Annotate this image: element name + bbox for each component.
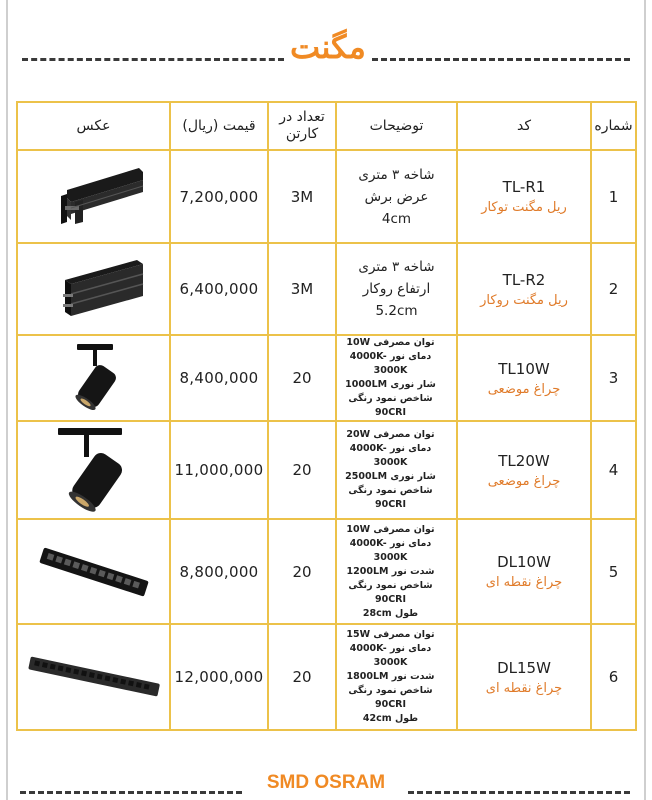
table-row	[17, 519, 636, 624]
price-cell: 11,000,000	[170, 421, 268, 519]
price-cell: 8,800,000	[170, 519, 268, 624]
price-cell: 8,400,000	[170, 335, 268, 421]
quantity-cell: 20	[268, 335, 336, 421]
quantity-cell: 20	[268, 624, 336, 730]
footer-divider-right	[408, 791, 630, 794]
description-line: توان مصرفی 10W	[346, 337, 435, 348]
photo-cell	[17, 150, 170, 243]
description-cell	[336, 421, 457, 519]
product-code-cell	[457, 421, 591, 519]
description-line: شاخص نمود رنگی 90CRI	[348, 393, 433, 418]
description-line: دمای نور 4000K-3000K	[349, 443, 432, 468]
description-line: شدت نور 1200LM	[346, 565, 435, 577]
description-line: دمای نور 4000K-3000K	[349, 351, 432, 376]
quantity-cell: 20	[268, 421, 336, 519]
price-table	[16, 101, 637, 731]
description-line: شار نوری 1000LM	[345, 379, 436, 390]
photo-cell	[17, 624, 170, 730]
photo-cell	[17, 421, 170, 519]
description-line: دمای نور 4000K-3000K	[349, 643, 432, 668]
photo-cell	[17, 519, 170, 624]
description-line: طول 28cm	[362, 607, 419, 619]
row-number: 5	[591, 519, 636, 624]
description-line: شاخه ۳ متری	[358, 166, 435, 183]
product-code-cell	[457, 335, 591, 421]
table-row	[17, 421, 636, 519]
footer-title: SMD OSRAM	[266, 772, 386, 793]
header-photo: عکس	[17, 102, 170, 150]
description-line: شار نوری 2500LM	[345, 471, 436, 482]
product-code: TL10W	[498, 359, 550, 378]
header-description: توضیحات	[336, 102, 457, 150]
product-code: DL10W	[497, 553, 551, 571]
description-line: 4cm	[381, 210, 412, 227]
quantity-cell: 20	[268, 519, 336, 624]
description-line: توان مصرفی 20W	[346, 429, 435, 440]
page-title: مگنت	[290, 28, 366, 66]
recessed-rail-icon	[39, 162, 149, 232]
product-name: چراغ نقطه ای	[485, 575, 563, 590]
photo-cell	[17, 243, 170, 335]
footer-divider-left	[20, 791, 242, 794]
row-number: 4	[591, 421, 636, 519]
row-number: 2	[591, 243, 636, 335]
title-bar	[0, 28, 652, 72]
description-line: شاخص نمود رنگی 90CRI	[348, 485, 433, 510]
price-cell: 7,200,000	[170, 150, 268, 243]
description-line: شاخص نمود رنگی 90CRI	[348, 685, 433, 710]
spotlight-large-icon	[34, 424, 154, 516]
surface-rail-icon	[39, 254, 149, 324]
header-price: قیمت (ریال)	[170, 102, 268, 150]
price-cell: 12,000,000	[170, 624, 268, 730]
product-code: TL-R2	[502, 270, 546, 289]
table-row	[17, 150, 636, 243]
linear-dot-light-long-icon	[24, 652, 164, 702]
product-name: چراغ نقطه ای	[485, 680, 563, 696]
product-code: TL20W	[498, 451, 550, 470]
description-cell	[336, 243, 457, 335]
product-name: ریل مگنت روکار	[480, 292, 568, 308]
product-code-cell	[457, 624, 591, 730]
spotlight-icon	[39, 340, 149, 416]
description-line: شاخه ۳ متری	[358, 259, 435, 275]
title-divider-left	[22, 58, 284, 61]
description-line: توان مصرفی 10W	[346, 523, 435, 535]
price-cell: 6,400,000	[170, 243, 268, 335]
description-cell	[336, 519, 457, 624]
description-line: دمای نور 4000K-3000K	[349, 537, 432, 563]
product-code-cell	[457, 150, 591, 243]
quantity-cell: 3M	[268, 243, 336, 335]
header-quantity: تعداد در کارتن	[268, 102, 336, 150]
table-row	[17, 335, 636, 421]
row-number: 3	[591, 335, 636, 421]
product-code: TL-R1	[502, 178, 546, 196]
description-line: عرض برش	[364, 188, 429, 205]
product-code-cell	[457, 519, 591, 624]
description-line: شدت نور 1800LM	[346, 671, 435, 682]
table-row	[17, 243, 636, 335]
row-number: 1	[591, 150, 636, 243]
description-line: توان مصرفی 15W	[346, 629, 435, 640]
product-name: چراغ موضعی	[487, 473, 561, 489]
description-line: شاخص نمود رنگی 90CRI	[348, 579, 433, 605]
description-line: ارتفاع روکار	[362, 281, 431, 297]
header-number: شماره	[591, 102, 636, 150]
description-cell	[336, 335, 457, 421]
footer-bar	[0, 770, 652, 800]
table-row	[17, 624, 636, 730]
linear-dot-light-icon	[29, 542, 159, 602]
title-divider-right	[372, 58, 630, 61]
product-code: DL15W	[497, 658, 551, 677]
description-cell	[336, 624, 457, 730]
header-code: کد	[457, 102, 591, 150]
row-number: 6	[591, 624, 636, 730]
description-cell	[336, 150, 457, 243]
table-header-row	[17, 102, 636, 150]
description-line: 5.2cm	[375, 303, 418, 319]
product-code-cell	[457, 243, 591, 335]
product-name: چراغ موضعی	[487, 381, 561, 397]
product-name: ریل مگنت توکار	[481, 200, 567, 215]
description-line: طول 42cm	[362, 713, 419, 724]
photo-cell	[17, 335, 170, 421]
quantity-cell: 3M	[268, 150, 336, 243]
